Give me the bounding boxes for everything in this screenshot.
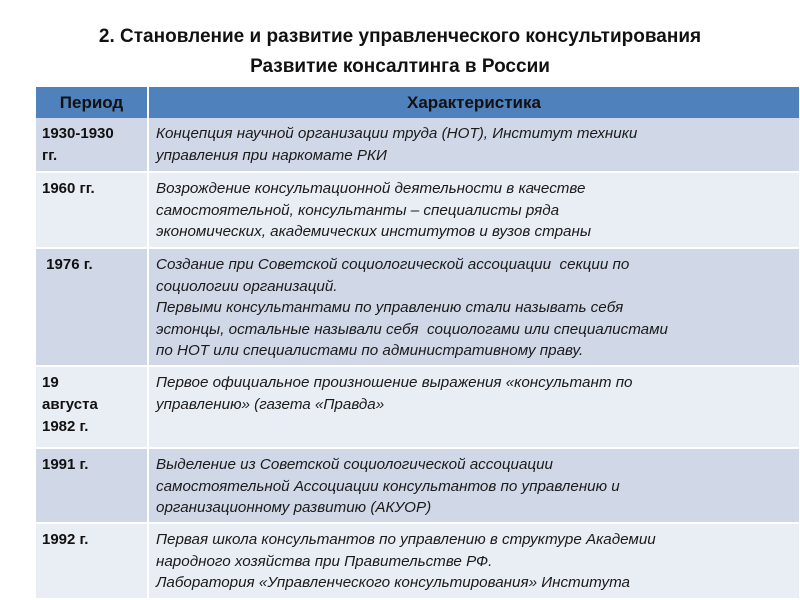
characteristic-line: экономических, академических институтов и вузов страны bbox=[156, 223, 592, 240]
characteristic-line: самостоятельной, консультанты – специалисты ряда bbox=[156, 201, 560, 219]
characteristic-cell bbox=[148, 523, 800, 599]
characteristic-line: Выделение из Советской социологической ассоциации bbox=[156, 456, 553, 473]
slide-title: 2. Становление и развитие управленческого консультирования bbox=[98, 26, 702, 47]
table-row bbox=[36, 118, 800, 172]
period-line: 1992 г. bbox=[42, 531, 89, 548]
period-line: 1960 гг. bbox=[42, 180, 95, 197]
characteristic-line: Лаборатория «Управленческого консультирования» Института bbox=[156, 574, 630, 591]
table-row bbox=[36, 366, 800, 448]
period-line: 1930-1930 bbox=[42, 125, 114, 142]
characteristic-cell bbox=[148, 118, 800, 172]
period-cell bbox=[36, 523, 148, 599]
table-row bbox=[36, 172, 800, 248]
characteristic-line: Первая школа консультантов по управлению в структуре Академии bbox=[156, 531, 656, 548]
table-row bbox=[36, 523, 800, 599]
characteristic-line: эстонцы, остальные называли себя социологами или специалистами bbox=[156, 320, 668, 338]
characteristic-line: Возрождение консультационной деятельности в качестве bbox=[156, 180, 586, 197]
characteristic-line: самостоятельной Ассоциации консультантов по управлению и bbox=[156, 477, 620, 495]
period-cell bbox=[36, 366, 148, 448]
characteristic-cell bbox=[148, 366, 800, 448]
characteristic-cell bbox=[148, 448, 800, 523]
characteristic-line: по НОТ или специалистами по административному праву. bbox=[156, 342, 584, 359]
period-line: августа bbox=[42, 396, 98, 413]
period-line: 1976 г. bbox=[42, 256, 93, 273]
period-cell bbox=[36, 172, 148, 248]
characteristic-line: организационному развитию (АКУОР) bbox=[156, 499, 432, 516]
period-line: 1982 г. bbox=[42, 418, 89, 435]
characteristic-line: Создание при Советской социологической ассоциации секции по bbox=[156, 256, 630, 273]
characteristic-line: управления при наркомате РКИ bbox=[156, 146, 387, 164]
table-title: Развитие консалтинга в России bbox=[250, 56, 550, 77]
period-cell bbox=[36, 248, 148, 366]
characteristic-cell bbox=[148, 248, 800, 366]
period-cell bbox=[36, 448, 148, 523]
characteristic-line: Первыми консультантами по управлению стали называть себя bbox=[156, 299, 624, 316]
period-line: 19 bbox=[42, 374, 59, 391]
header-characteristic: Характеристика bbox=[148, 87, 800, 118]
characteristic-line: Первое официальное произношение выражения «консультант по bbox=[156, 374, 633, 391]
characteristic-line: социологии организаций. bbox=[156, 277, 338, 295]
period-cell bbox=[36, 118, 148, 172]
table-header-row bbox=[36, 87, 800, 118]
consulting-history-table bbox=[36, 87, 800, 600]
characteristic-line: управлению» (газета «Правда» bbox=[156, 395, 385, 413]
table-row bbox=[36, 248, 800, 366]
period-line: 1991 г. bbox=[42, 456, 89, 473]
characteristic-cell bbox=[148, 172, 800, 248]
header-period: Период bbox=[36, 87, 148, 118]
characteristic-line: народного хозяйства при Правительстве РФ. bbox=[156, 552, 493, 570]
period-line: гг. bbox=[42, 147, 58, 164]
table-row bbox=[36, 448, 800, 523]
characteristic-line: Концепция научной организации труда (НОТ), Институт техники bbox=[156, 125, 638, 142]
